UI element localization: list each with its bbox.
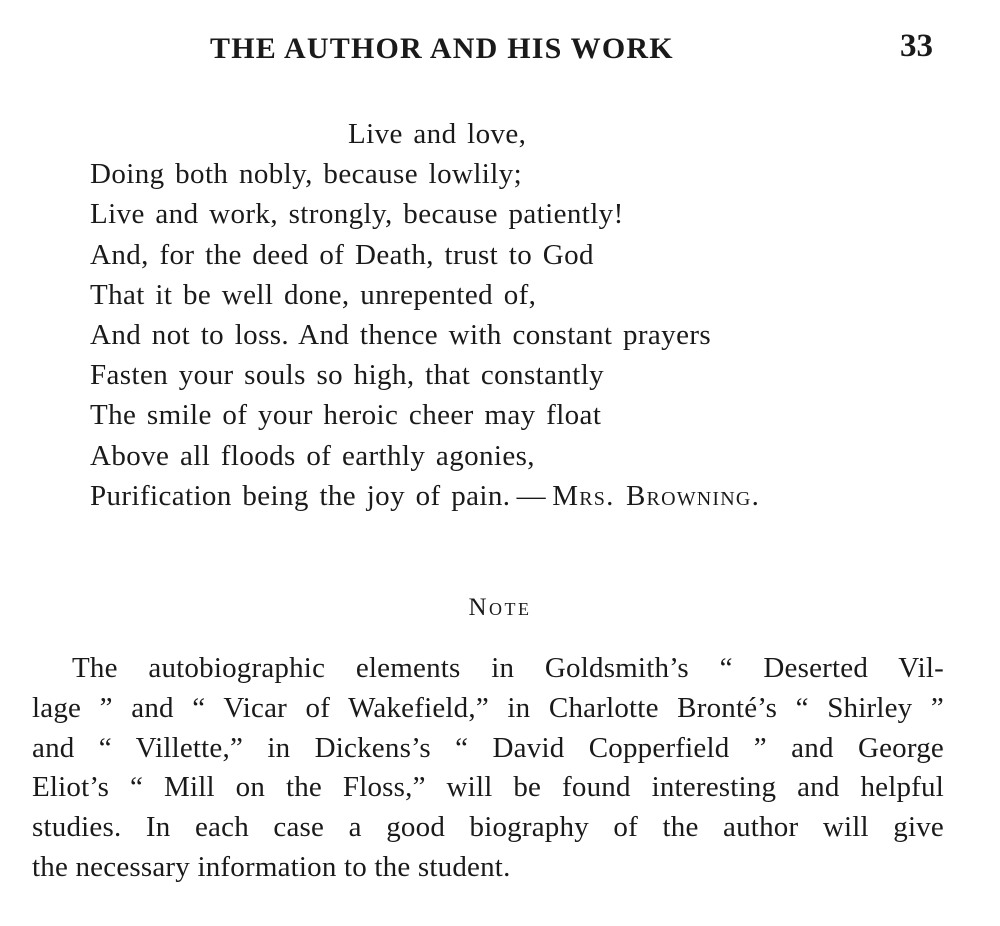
note-line: studies. In each case a good biography of the author will give (32, 811, 944, 844)
note-line: the necessary information to the student. (32, 850, 511, 883)
poem-line: Live and love, (348, 118, 527, 150)
note-paragraph (32, 649, 944, 888)
note-line: and “ Villette,” in Dickens’s “ David Copperfield ” and George (32, 731, 944, 764)
poem-line: Doing both nobly, because lowlily; (90, 158, 523, 191)
poem-attribution: Mrs. Browning. (552, 479, 761, 512)
poem-line-text: Purification being the joy of pain. — (90, 479, 553, 512)
note-heading (0, 594, 1000, 622)
note-line: Eliot’s “ Mill on the Floss,” will be found interesting and helpful (32, 771, 944, 804)
poem-line: And, for the deed of Death, trust to God (90, 238, 594, 271)
poem-line: Fasten your souls so high, that constantly (90, 359, 605, 392)
note-heading-text: Note (468, 594, 532, 621)
note-line: lage ” and “ Vicar of Wakefield,” in Charlotte Bronté’s “ Shirley ” (32, 691, 944, 724)
page-number: 33 (900, 28, 933, 64)
poem-last-line (90, 476, 950, 516)
poem-line: And not to loss. And thence with constant prayers (90, 319, 712, 352)
poem-line: The smile of your heroic cheer may float (90, 399, 602, 432)
running-header (0, 28, 1000, 72)
poem-line: Above all floods of earthly agonies, (90, 439, 535, 472)
poem-line: That it be well done, unrepented of, (90, 278, 537, 311)
poem-excerpt (90, 114, 950, 516)
poem-line: Live and work, strongly, because patiently! (90, 198, 624, 231)
running-title: THE AUTHOR AND HIS WORK (210, 32, 674, 65)
note-line: The autobiographic elements in Goldsmith’s “ Deserted Vil- (72, 652, 944, 684)
